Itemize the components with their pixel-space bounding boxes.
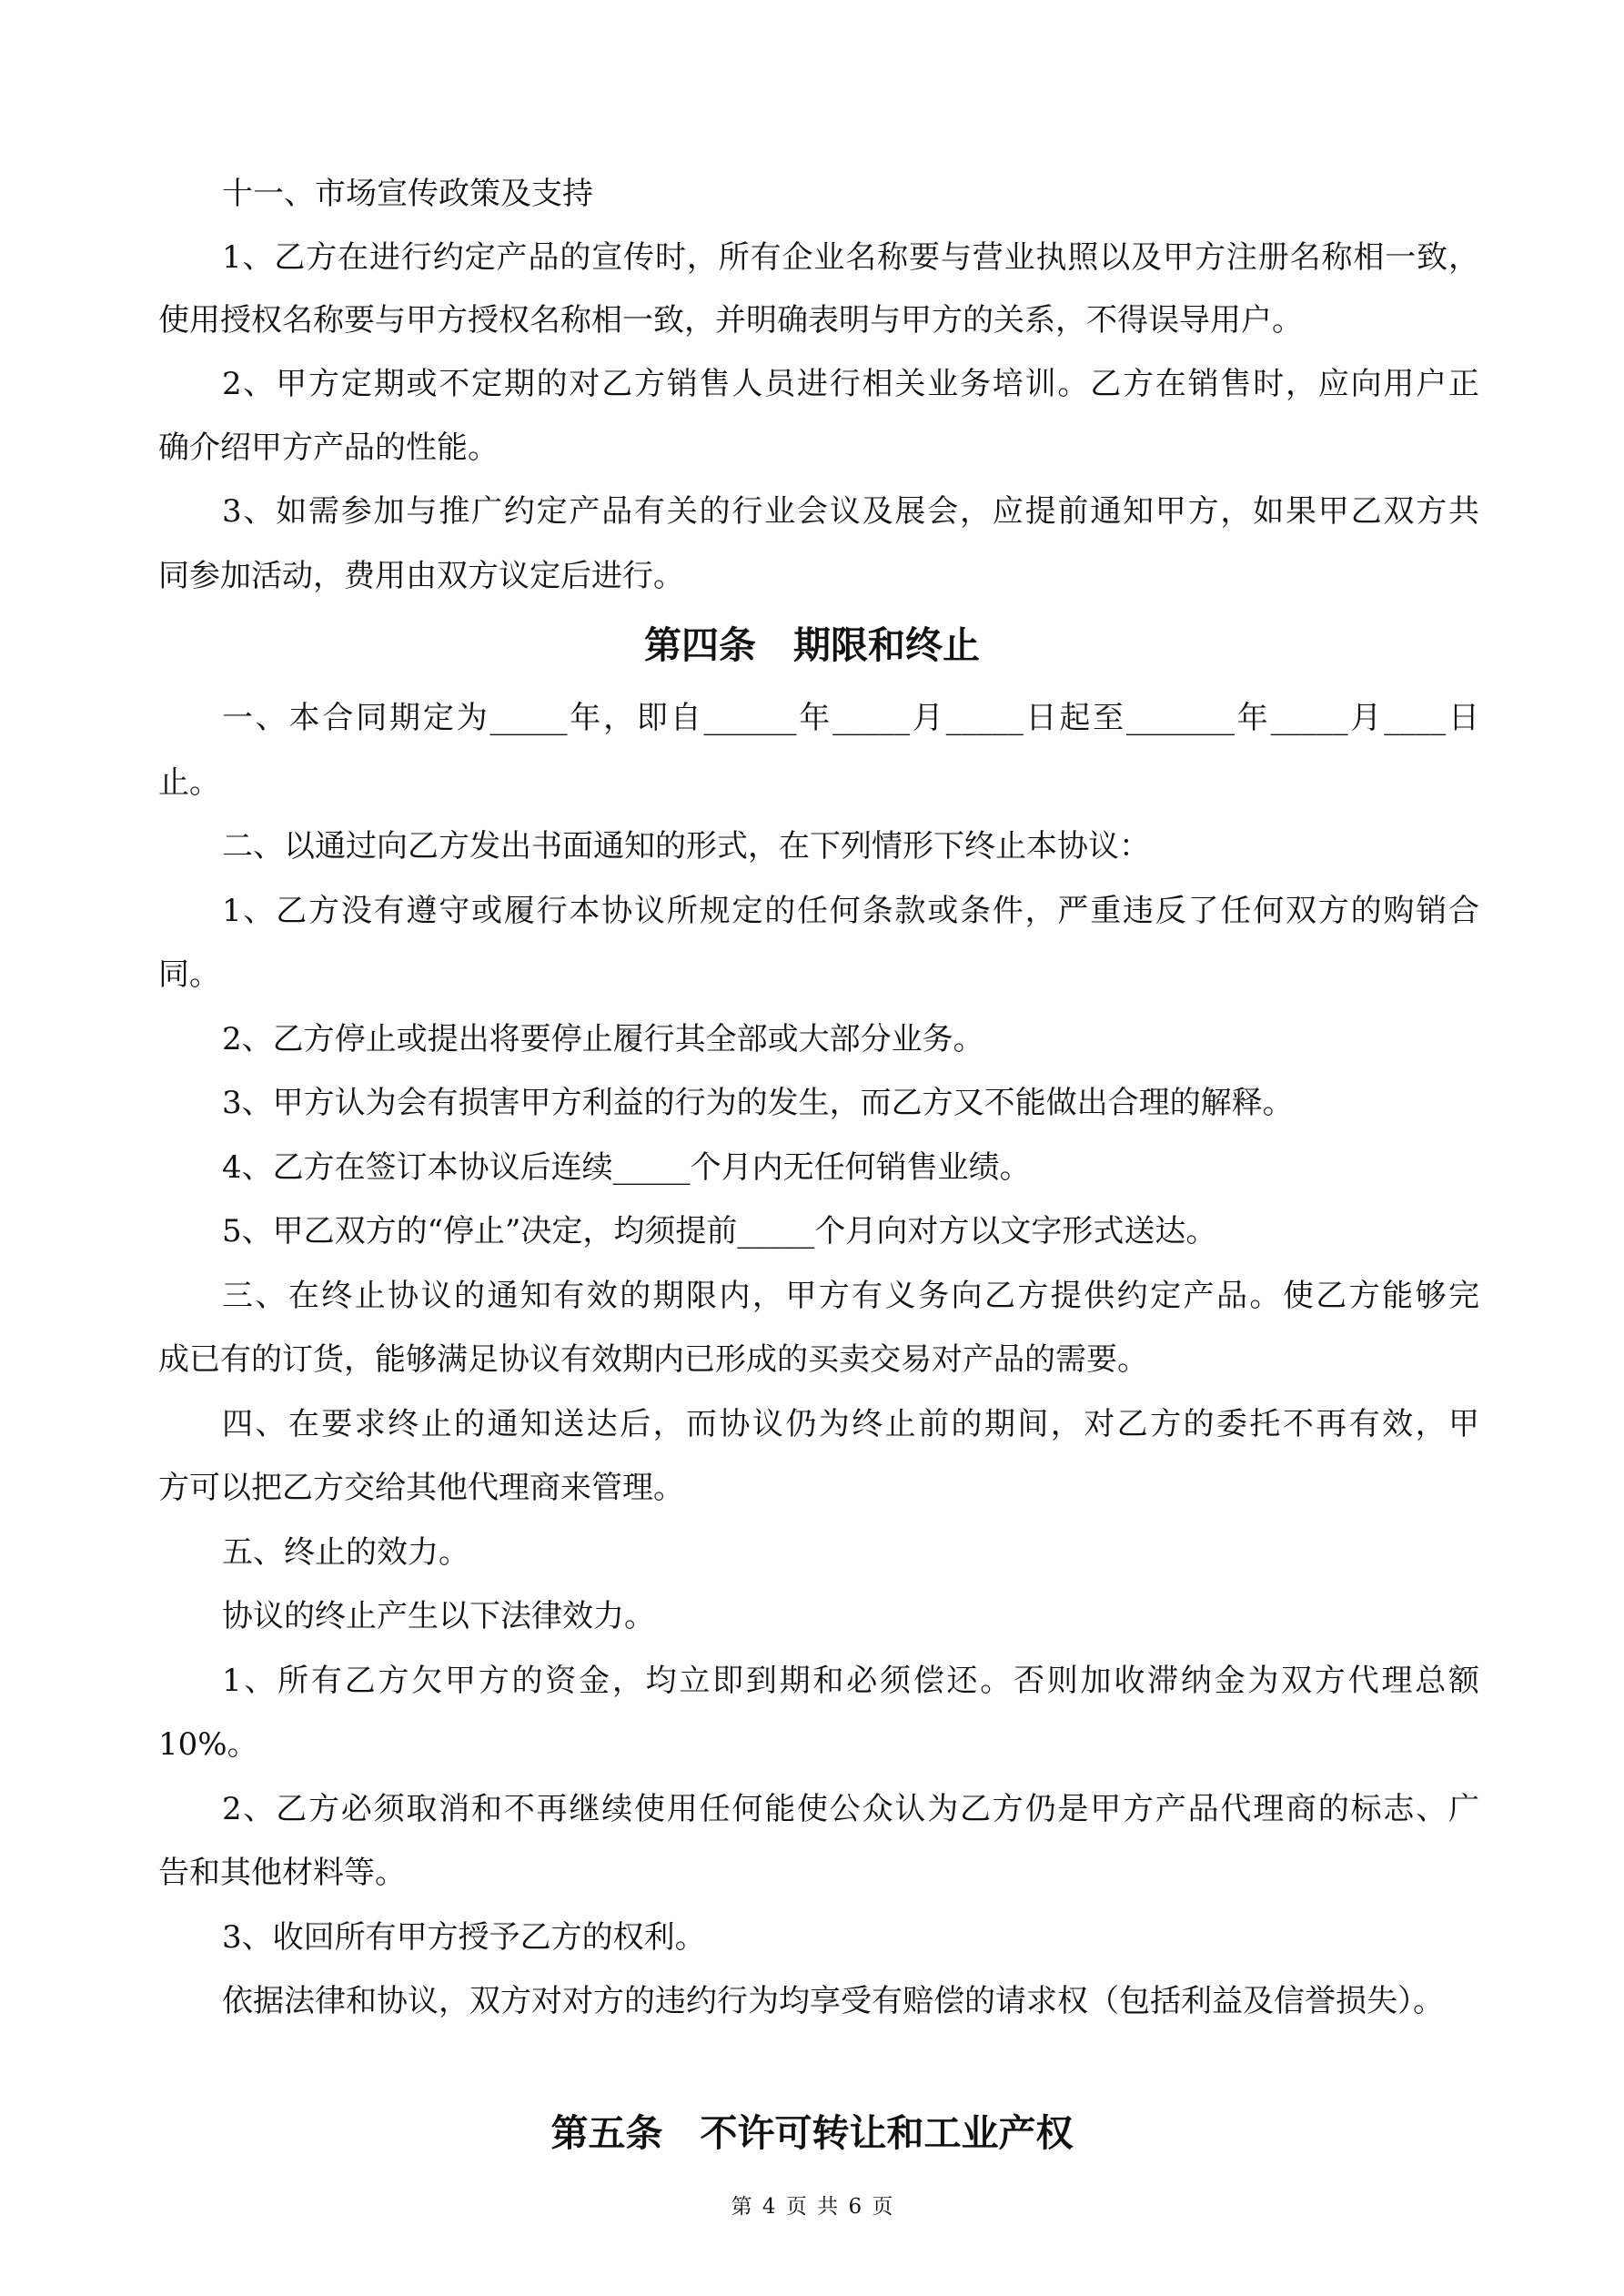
section-heading: 第四条 期限和终止 xyxy=(644,623,980,667)
paragraph-first-line: 四、在要求终止的通知送达后，而协议仍为终止前的期间，对乙方的委托不再有效，甲 xyxy=(222,1406,1479,1442)
paragraph-first-line: 3、收回所有甲方授予乙方的权利。 xyxy=(222,1919,706,1956)
paragraph-first-line: 5、甲乙双方的“停止”决定，均须提前_____个月向对方以文字形式送达。 xyxy=(222,1213,1217,1249)
paragraph-first-line: 1、乙方在进行约定产品的宣传时，所有企业名称要与营业执照以及甲方注册名称相一致， xyxy=(222,239,1479,276)
paragraph-first-line: 2、甲方定期或不定期的对乙方销售人员进行相关业务培训。乙方在销售时，应向用户正 xyxy=(222,366,1479,402)
paragraph-first-line: 协议的终止产生以下法律效力。 xyxy=(222,1598,655,1634)
paragraph-line: 止。 xyxy=(158,764,220,801)
paragraph-first-line: 十一、市场宣传政策及支持 xyxy=(222,176,593,212)
paragraph-line: 同参加活动，费用由双方议定后进行。 xyxy=(158,558,684,594)
paragraph-line: 使用授权名称要与甲方授权名称相一致，并明确表明与甲方的关系，不得误导用户。 xyxy=(158,302,1303,339)
section-heading: 第五条 不许可转让和工业产权 xyxy=(550,2111,1074,2155)
paragraph-line: 成已有的订货，能够满足协议有效期内已形成的买卖交易对产品的需要。 xyxy=(158,1341,1148,1378)
paragraph-first-line: 1、所有乙方欠甲方的资金，均立即到期和必须偿还。否则加收滞纳金为双方代理总额 xyxy=(222,1663,1479,1699)
paragraph-first-line: 1、乙方没有遵守或履行本协议所规定的任何条款或条件，严重违反了任何双方的购销合 xyxy=(222,893,1479,929)
paragraph-first-line: 3、如需参加与推广约定产品有关的行业会议及展会，应提前通知甲方，如果甲乙双方共 xyxy=(222,493,1479,530)
page-number-footer: 第 4 页 共 6 页 xyxy=(731,2195,893,2219)
paragraph-first-line: 一、本合同期定为_____年，即自______年_____月_____日起至_______年_____月____日 xyxy=(222,700,1479,736)
paragraph-first-line: 4、乙方在签订本协议后连续_____个月内无任何销售业绩。 xyxy=(222,1149,1031,1186)
paragraph-line: 10%。 xyxy=(158,1726,258,1763)
paragraph-first-line: 依据法律和协议，双方对对方的违约行为均享受有赔偿的请求权（包括利益及信誉损失）。 xyxy=(222,1983,1444,2019)
paragraph-line: 告和其他材料等。 xyxy=(158,1855,406,1891)
paragraph-first-line: 2、乙方必须取消和不再继续使用任何能使公众认为乙方仍是甲方产品代理商的标志、广 xyxy=(222,1791,1479,1827)
paragraph-first-line: 3、甲方认为会有损害甲方利益的行为的发生，而乙方又不能做出合理的解释。 xyxy=(222,1085,1294,1121)
paragraph-first-line: 2、乙方停止或提出将要停止履行其全部或大部分业务。 xyxy=(222,1021,984,1057)
paragraph-line: 同。 xyxy=(158,956,220,993)
paragraph-first-line: 三、在终止协议的通知有效的期限内，甲方有义务向乙方提供约定产品。使乙方能够完 xyxy=(222,1278,1479,1314)
paragraph-line: 确介绍甲方产品的性能。 xyxy=(158,430,499,466)
paragraph-first-line: 五、终止的效力。 xyxy=(222,1534,469,1571)
paragraph-first-line: 二、以通过向乙方发出书面通知的形式，在下列情形下终止本协议： xyxy=(222,828,1150,865)
paragraph-line: 方可以把乙方交给其他代理商来管理。 xyxy=(158,1470,684,1506)
